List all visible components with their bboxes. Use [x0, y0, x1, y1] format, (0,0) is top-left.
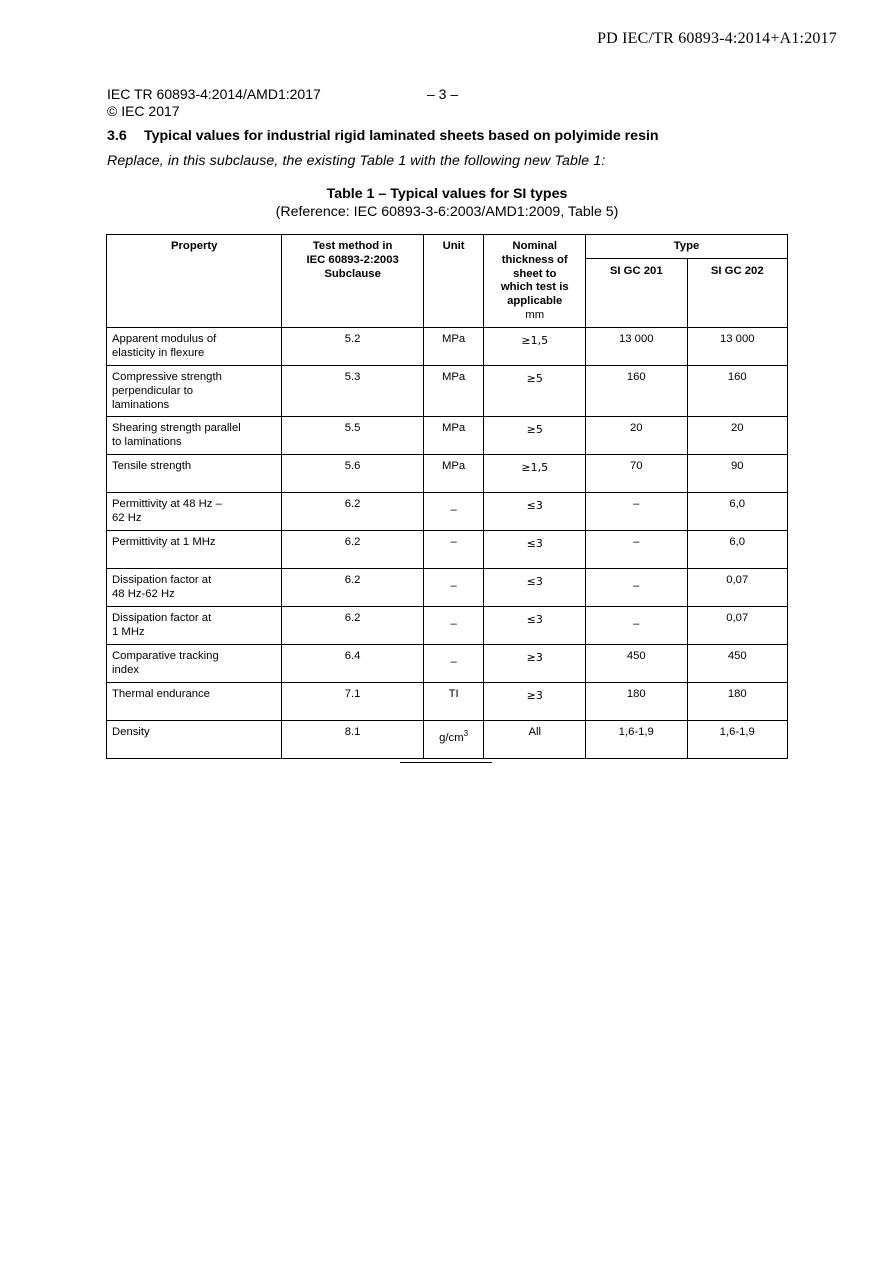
cell-nominal: All — [484, 720, 586, 758]
nominal-value: ≥3 — [526, 688, 543, 702]
cell-nominal — [484, 682, 586, 720]
header-nominal-line: Nominal — [512, 240, 557, 252]
cell-unit — [423, 644, 484, 682]
cell-test: 6.2 — [282, 568, 423, 606]
unit-base: g/cm — [439, 731, 464, 744]
page-number: – 3 – — [427, 86, 459, 102]
cell-property — [107, 327, 282, 365]
cell-unit: MPa — [423, 416, 484, 454]
cell-si-gc-201: – — [585, 492, 687, 530]
cell-test: 6.2 — [282, 492, 423, 530]
unit-superscript: 3 — [463, 728, 469, 738]
cell-test: 5.5 — [282, 416, 423, 454]
nominal-value: ≤3 — [526, 574, 543, 588]
header-nominal-line: applicable — [507, 295, 563, 308]
type-value: – — [633, 579, 640, 592]
cell-si-gc-201 — [585, 606, 687, 644]
cell-si-gc-202: 13 000 — [687, 327, 787, 365]
table-row — [107, 365, 788, 416]
cell-si-gc-202: 180 — [687, 682, 787, 720]
cell-property — [107, 720, 282, 758]
table-row — [107, 682, 788, 720]
header-test-method-line: Test method in — [312, 240, 393, 252]
cell-test: 5.3 — [282, 365, 423, 416]
type-value: – — [633, 617, 640, 630]
property-line: Dissipation factor at — [112, 611, 212, 624]
typical-values-table — [106, 234, 788, 759]
unit-value: – — [450, 617, 457, 630]
cell-unit — [423, 606, 484, 644]
header-nominal-line: thickness of — [501, 253, 568, 266]
cell-test: 5.2 — [282, 327, 423, 365]
header-type: Type — [585, 235, 787, 259]
cell-si-gc-202: 0,07 — [687, 568, 787, 606]
nominal-value: ≤3 — [526, 498, 543, 512]
property-line: to laminations — [112, 435, 182, 448]
cell-si-gc-201: 13 000 — [585, 327, 687, 365]
cell-unit: TI — [423, 682, 484, 720]
cell-si-gc-202: 450 — [687, 644, 787, 682]
unit-value: – — [450, 655, 457, 668]
cell-test: 6.4 — [282, 644, 423, 682]
unit-value: – — [450, 503, 457, 516]
cell-si-gc-202: 160 — [687, 365, 787, 416]
nominal-value: ≥1,5 — [521, 460, 549, 474]
copyright: © IEC 2017 — [107, 103, 180, 119]
header-unit: Unit — [423, 235, 484, 328]
cell-nominal — [484, 606, 586, 644]
header-test-method-line: Subclause — [324, 267, 381, 280]
table-row — [107, 568, 788, 606]
nominal-value: ≥5 — [526, 422, 543, 436]
cell-property — [107, 606, 282, 644]
cell-si-gc-201: 20 — [585, 416, 687, 454]
header-test-method-line: IEC 60893-2:2003 — [306, 253, 399, 266]
section-number: 3.6 — [107, 128, 127, 144]
cell-nominal — [484, 365, 586, 416]
document-id: IEC TR 60893-4:2014/AMD1:2017 — [107, 86, 321, 102]
property-line: index — [112, 663, 140, 676]
nominal-value: ≤3 — [526, 612, 543, 626]
amendment-instruction: Replace, in this subclause, the existing Table 1 with the following new Table 1: — [107, 153, 606, 169]
cell-si-gc-201: 1,6-1,9 — [585, 720, 687, 758]
property-line: Thermal endurance — [112, 687, 210, 700]
table-row — [107, 644, 788, 682]
cell-si-gc-201: 160 — [585, 365, 687, 416]
table-row — [107, 720, 788, 758]
header-nominal-thickness — [484, 235, 586, 328]
cell-property — [107, 492, 282, 530]
cell-test: 5.6 — [282, 454, 423, 492]
cell-unit: – — [423, 530, 484, 568]
cell-unit — [423, 492, 484, 530]
nominal-value: ≥3 — [526, 650, 543, 664]
end-of-amendment-rule — [400, 762, 492, 763]
cell-si-gc-201: 450 — [585, 644, 687, 682]
cell-nominal — [484, 568, 586, 606]
cell-property — [107, 454, 282, 492]
unit-value — [439, 725, 468, 745]
cell-unit: MPa — [423, 454, 484, 492]
property-line: Permittivity at 1 MHz — [112, 535, 216, 548]
cell-si-gc-202: 6,0 — [687, 492, 787, 530]
cell-unit — [423, 720, 484, 758]
cell-si-gc-202: 6,0 — [687, 530, 787, 568]
section-heading — [107, 128, 659, 144]
header-nominal-unit: mm — [525, 308, 545, 321]
nominal-value: ≥1,5 — [521, 333, 549, 347]
running-head: PD IEC/TR 60893-4:2014+A1:2017 — [597, 30, 837, 47]
table-reference: (Reference: IEC 60893-3-6:2003/AMD1:2009, Table 5) — [275, 204, 619, 220]
header-test-method — [282, 235, 423, 328]
table-row — [107, 416, 788, 454]
cell-si-gc-201 — [585, 568, 687, 606]
property-line: Dissipation factor at — [112, 573, 212, 586]
cell-si-gc-201: 70 — [585, 454, 687, 492]
cell-si-gc-201: 180 — [585, 682, 687, 720]
cell-nominal — [484, 644, 586, 682]
cell-si-gc-202: 1,6-1,9 — [687, 720, 787, 758]
property-line: laminations — [112, 398, 170, 411]
property-line: Tensile strength — [112, 459, 192, 472]
table-row — [107, 454, 788, 492]
property-line: 62 Hz — [112, 511, 142, 524]
property-line: Permittivity at 48 Hz – — [112, 497, 222, 510]
property-line: Apparent modulus of — [112, 332, 217, 345]
property-line: elasticity in flexure — [112, 346, 205, 359]
cell-unit: MPa — [423, 365, 484, 416]
table-row — [107, 327, 788, 365]
cell-property — [107, 682, 282, 720]
property-line: Compressive strength — [112, 370, 222, 383]
cell-si-gc-201: – — [585, 530, 687, 568]
header-nominal-line: sheet to — [513, 267, 557, 280]
cell-nominal — [484, 416, 586, 454]
cell-property — [107, 365, 282, 416]
property-line: 1 MHz — [112, 625, 145, 638]
cell-property — [107, 530, 282, 568]
property-line: perpendicular to — [112, 384, 194, 397]
nominal-value: ≤3 — [526, 536, 543, 550]
cell-nominal — [484, 492, 586, 530]
cell-nominal — [484, 454, 586, 492]
cell-nominal — [484, 327, 586, 365]
cell-unit: MPa — [423, 327, 484, 365]
cell-property — [107, 568, 282, 606]
cell-si-gc-202: 90 — [687, 454, 787, 492]
header-property: Property — [107, 235, 282, 328]
table-row — [107, 606, 788, 644]
header-type-si-gc-201: SI GC 201 — [585, 259, 687, 328]
cell-si-gc-202: 20 — [687, 416, 787, 454]
cell-property — [107, 416, 282, 454]
cell-test: 6.2 — [282, 606, 423, 644]
table-title: Table 1 – Typical values for SI types — [326, 186, 568, 202]
cell-property — [107, 644, 282, 682]
property-line: Comparative tracking — [112, 649, 219, 662]
cell-test: 7.1 — [282, 682, 423, 720]
unit-value: – — [450, 579, 457, 592]
document-header — [107, 86, 507, 120]
header-type-si-gc-202: SI GC 202 — [687, 259, 787, 328]
property-line: Shearing strength parallel — [112, 421, 241, 434]
nominal-value: ≥5 — [526, 371, 543, 385]
section-title: Typical values for industrial rigid laminated sheets based on polyimide resin — [144, 128, 659, 144]
property-line: 48 Hz-62 Hz — [112, 587, 175, 600]
cell-nominal — [484, 530, 586, 568]
table-row — [107, 492, 788, 530]
table-row — [107, 530, 788, 568]
cell-test: 8.1 — [282, 720, 423, 758]
cell-unit — [423, 568, 484, 606]
table-caption — [107, 185, 787, 221]
cell-si-gc-202: 0,07 — [687, 606, 787, 644]
cell-test: 6.2 — [282, 530, 423, 568]
header-nominal-line: which test is — [500, 281, 569, 294]
property-line: Density — [112, 725, 150, 738]
